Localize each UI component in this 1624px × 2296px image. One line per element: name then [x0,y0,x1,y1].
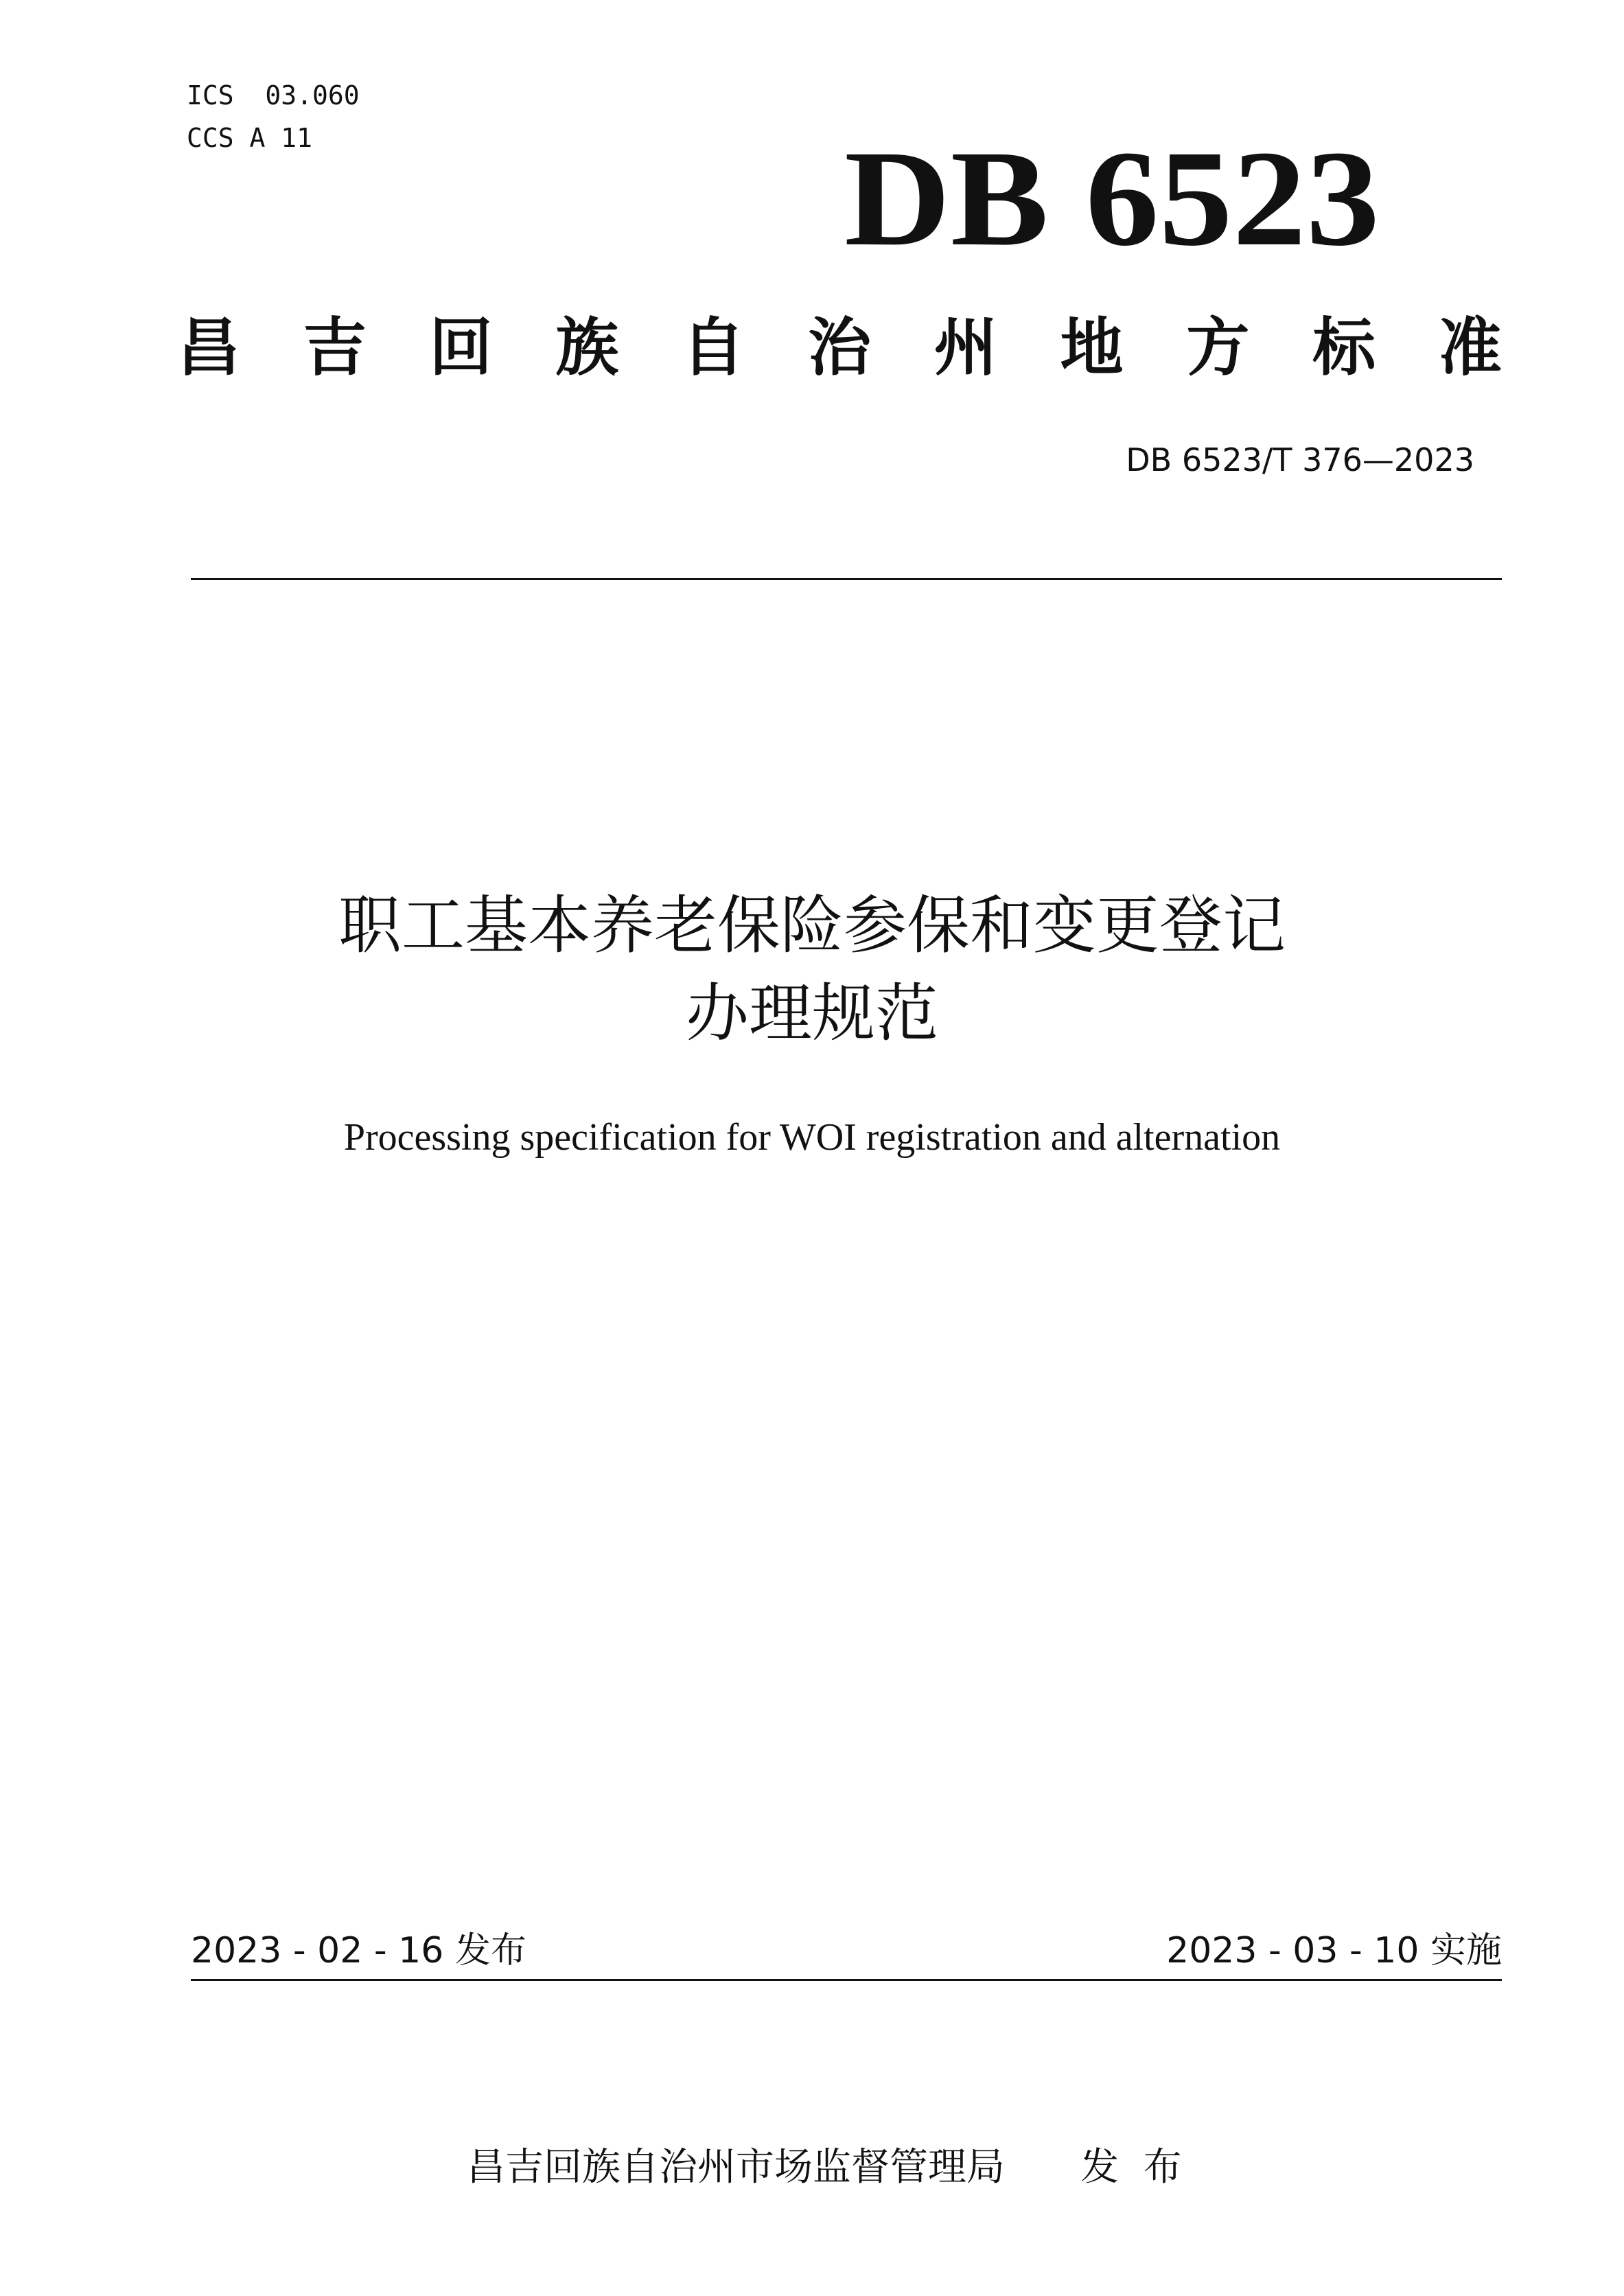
db-logo-text: DB 6523 [844,135,1380,265]
ccs-code: A 11 [249,123,313,153]
issue-date: 2023 - 02 - 16 发布 [191,1930,526,1971]
publisher-line [0,2094,1624,2192]
bottom-divider [191,1979,1502,1981]
authority-char: 吉 [303,310,367,384]
authority-title [177,306,1502,389]
authority-char: 地 [1060,310,1124,384]
authority-char: 昌 [177,310,241,384]
ics-label: ICS [187,80,234,111]
ics-row [187,74,360,117]
publisher-action: 发 布 [1080,2145,1182,2190]
english-title: Processing specification for WOI registration and alternation [343,1116,1281,1159]
authority-char: 回 [429,310,493,384]
top-divider [191,578,1502,580]
ccs-label: CCS [187,123,234,153]
authority-char: 治 [807,310,871,384]
db-logo [844,135,1393,265]
ccs-row [187,117,360,159]
title-line-1: 职工基本养老保险参保和变更登记 [338,889,1286,962]
authority-char: 族 [555,310,619,384]
authority-char: 州 [933,310,997,384]
authority-char: 标 [1312,310,1376,384]
ics-code: 03.060 [265,80,360,111]
classification-codes [187,74,360,159]
authority-char: 自 [682,310,745,384]
implementation-date: 2023 - 03 - 10 实施 [1166,1930,1502,1971]
title-line-2: 办理规范 [685,977,938,1050]
authority-char: 准 [1438,310,1502,384]
document-title [0,882,1624,1058]
authority-char: 方 [1186,310,1250,384]
publisher-name: 昌吉回族自治州市场监督管理局 [467,2145,1005,2190]
standard-number: DB 6523/T 376—2023 [1126,441,1474,478]
